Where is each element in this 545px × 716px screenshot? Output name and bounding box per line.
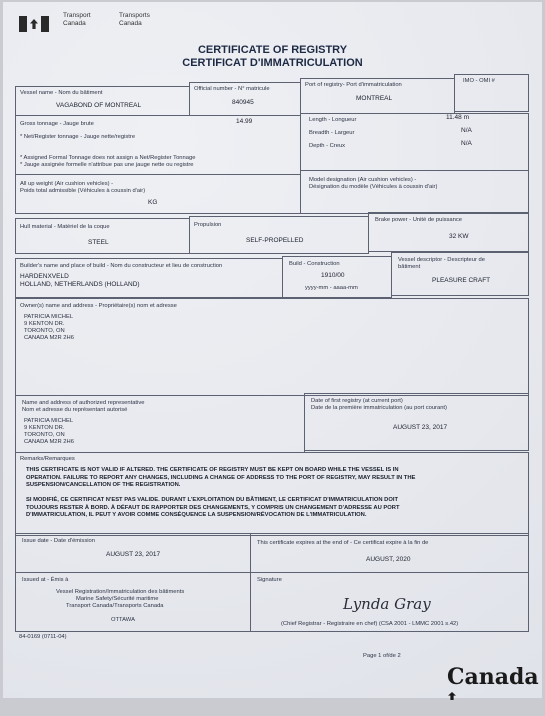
vessel-name-cell	[15, 86, 190, 116]
propulsion-cell	[189, 216, 369, 254]
signature-cell	[250, 572, 529, 632]
builder-line-1: HARDENXVELD	[20, 273, 69, 280]
representative-line-3: TORONTO, ON	[24, 432, 65, 438]
remarks-cell	[15, 452, 529, 536]
first-registry-label-fr: Date de la première immatriculation (au port courant)	[311, 405, 447, 411]
vessel-name-value: VAGABOND OF MONTREAL	[56, 102, 142, 109]
form-number: 84-0169 (0711-04)	[19, 634, 67, 640]
first-registry-value: AUGUST 23, 2017	[393, 424, 448, 431]
representative-label-fr: Nom et adresse du représentant autorisé	[22, 407, 128, 413]
representative-label-en: Name and address of authorized representative	[22, 400, 145, 406]
descriptor-label-2: bâtiment	[398, 264, 421, 270]
remarks-en: THIS CERTIFICATE IS NOT VALID IF ALTERED. THE CERTIFICATE OF REGISTRY MUST BE KEPT ON BOARD WHILE THE VESSEL IS IN OPERATION. FAILURE TO REPORT ANY CHANGES, INCLUDING A CHANGE OF ADDRESS TO THE PORT OF REGISTRY, MAY RESULT IN THE SUSPENSION/CANCELLATION OF THE REGISTRATION.	[26, 467, 416, 488]
length-value: 11.48 m	[446, 114, 470, 121]
signer-title: (Chief Registrar - Registraire en chef) (CSA 2001 - LMMC 2001 s.42)	[281, 621, 459, 627]
descriptor-value: PLEASURE CRAFT	[432, 277, 491, 284]
title-en: CERTIFICATE OF REGISTRY	[197, 44, 348, 56]
port-cell	[300, 78, 455, 114]
owner-cell	[15, 298, 529, 396]
official-number-label: Official number - N° matricule	[194, 86, 270, 92]
tonnage-note-fr: * Jauge assignée formelle n'attribue pas une jauge nette ou registre	[20, 162, 194, 168]
descriptor-cell	[391, 252, 529, 296]
propulsion-value: SELF-PROPELLED	[246, 237, 304, 244]
weight-unit: KG	[148, 199, 158, 206]
length-label: Length - Longueur	[309, 117, 357, 123]
gross-tonnage-value: 14.99	[236, 118, 253, 125]
expiry-cell	[250, 533, 529, 573]
breadth-value: N/A	[461, 127, 472, 134]
issue-date-value: AUGUST 23, 2017	[106, 551, 161, 558]
weight-label-fr: Poids total admissible (Véhicules à coussin d'air)	[20, 188, 146, 194]
expiry-value: AUGUST, 2020	[366, 556, 411, 563]
remarks-fr: SI MODIFIÉ, CE CERTIFICAT N'EST PAS VALIDE. DURANT L'EXPLOITATION DU BÂTIMENT, LE CERTIFICAT D'IMMATRICULATION DOIT TOUJOURS RESTER À BORD. À DÉFAUT DE RAPPORTER DES CHANGEMENTS, Y COMPRIS UN CHANGEMENT D'ADRESSE AU PORT D'IMMATRICULATION, IL PEUT Y AVOIR COMME CONSÉQUENCE LA SUSPENSION/RÉVOCATION DE L'IMMATRICULATION.	[26, 497, 400, 518]
maple-leaf-icon	[448, 692, 456, 700]
canada-wordmark: Canada	[447, 664, 542, 716]
first-registry-cell	[304, 393, 529, 451]
dimensions-cell	[300, 113, 529, 171]
propulsion-label: Propulsion	[194, 222, 222, 228]
remarks-label: Remarks/Remarques	[20, 456, 75, 462]
model-cell	[300, 170, 529, 214]
department-en: Transport Canada	[63, 12, 91, 27]
descriptor-label-1: Vessel descriptor - Descripteur de	[398, 257, 485, 263]
model-label-fr: Désignation du modèle (Véhicules à coussin d'air)	[309, 184, 438, 190]
issued-at-label: Issued at - Émis à	[22, 577, 69, 583]
construction-format: yyyy-mm - aaaa-mm	[305, 285, 358, 291]
weight-cell	[15, 174, 301, 214]
builder-cell	[15, 258, 283, 298]
page-number: Page 1 of/de 2	[363, 653, 401, 659]
breadth-label: Breadth - Largeur	[309, 130, 355, 136]
builder-label: Builder's name and place of build - Nom du constructeur et lieu de construction	[20, 263, 223, 269]
official-number-cell	[189, 82, 301, 116]
official-number-value: 840945	[232, 99, 254, 106]
office-line-1: Vessel Registration/Immatriculation des bâtiments	[56, 589, 185, 595]
brake-power-label: Brake power - Unité de puissance	[375, 217, 462, 223]
imo-cell	[454, 74, 529, 112]
depth-label: Depth - Creux	[309, 143, 346, 149]
imo-label: IMO - OMI #	[463, 78, 495, 84]
representative-line-4: CANADA M2R 2H6	[24, 439, 74, 445]
construction-value: 1910/00	[321, 272, 345, 279]
owner-label: Owner(s) name and address - Propriétaire(s) nom et adresse	[20, 303, 177, 309]
hull-label: Hull material - Matériel de la coque	[20, 224, 110, 230]
first-registry-label-en: Date of first registry (at current port)	[311, 398, 403, 404]
certificate-page	[3, 2, 542, 698]
model-label-en: Model designation (Air cushion vehicles) -	[309, 177, 417, 183]
representative-cell	[15, 395, 305, 453]
issued-at-cell	[15, 572, 251, 632]
representative-line-2: 9 KENTON DR.	[24, 425, 65, 431]
gross-tonnage-label: Gross tonnage - Jauge brute	[20, 121, 94, 127]
net-tonnage-label: * Net/Register tonnage - Jauge nette/registre	[20, 134, 136, 140]
owner-line-2: 9 KENTON DR.	[24, 321, 65, 327]
office-line-2: Marine Safety/Sécurité maritime	[76, 596, 159, 602]
port-label: Port of registry- Port d'immatriculation	[305, 82, 402, 88]
office-line-4: OTTAWA	[111, 617, 135, 623]
owner-line-1: PATRICIA MICHEL	[24, 314, 74, 320]
tonnage-note-en: * Assigned Formal Tonnage does not assign a Net/Register Tonnage	[20, 155, 196, 161]
issue-date-label: Issue date - Date d'émission	[22, 538, 95, 544]
hull-value: STEEL	[88, 239, 109, 246]
tonnage-cell	[15, 115, 301, 175]
owner-line-4: CANADA M2R 2H6	[24, 335, 74, 341]
weight-label-en: All up weight (Air cushion vehicles) -	[20, 181, 114, 187]
title-fr: CERTIFICAT D'IMMATRICULATION	[182, 57, 363, 69]
construction-cell	[282, 256, 392, 298]
representative-line-1: PATRICIA MICHEL	[24, 418, 74, 424]
vessel-name-label: Vessel name - Nom du bâtiment	[20, 90, 103, 96]
owner-line-3: TORONTO, ON	[24, 328, 65, 334]
office-line-3: Transport Canada/Transports Canada	[66, 603, 164, 609]
hull-cell	[15, 218, 190, 254]
construction-label: Build - Construction	[289, 261, 340, 267]
canada-flag-icon	[19, 16, 49, 32]
signature-label: Signature	[257, 577, 282, 583]
brake-power-cell	[368, 212, 529, 252]
depth-value: N/A	[461, 140, 472, 147]
expiry-label: This certificate expires at the end of - Ce certificat expire à la fin de	[257, 540, 429, 546]
issue-date-cell	[15, 533, 251, 573]
department-fr: Transports Canada	[119, 12, 150, 27]
builder-line-2: HOLLAND, NETHERLANDS (HOLLAND)	[20, 281, 140, 288]
brake-power-value: 32 KW	[449, 233, 469, 240]
signature-handwriting: Lynda Gray	[343, 595, 431, 613]
port-value: MONTREAL	[356, 95, 393, 102]
